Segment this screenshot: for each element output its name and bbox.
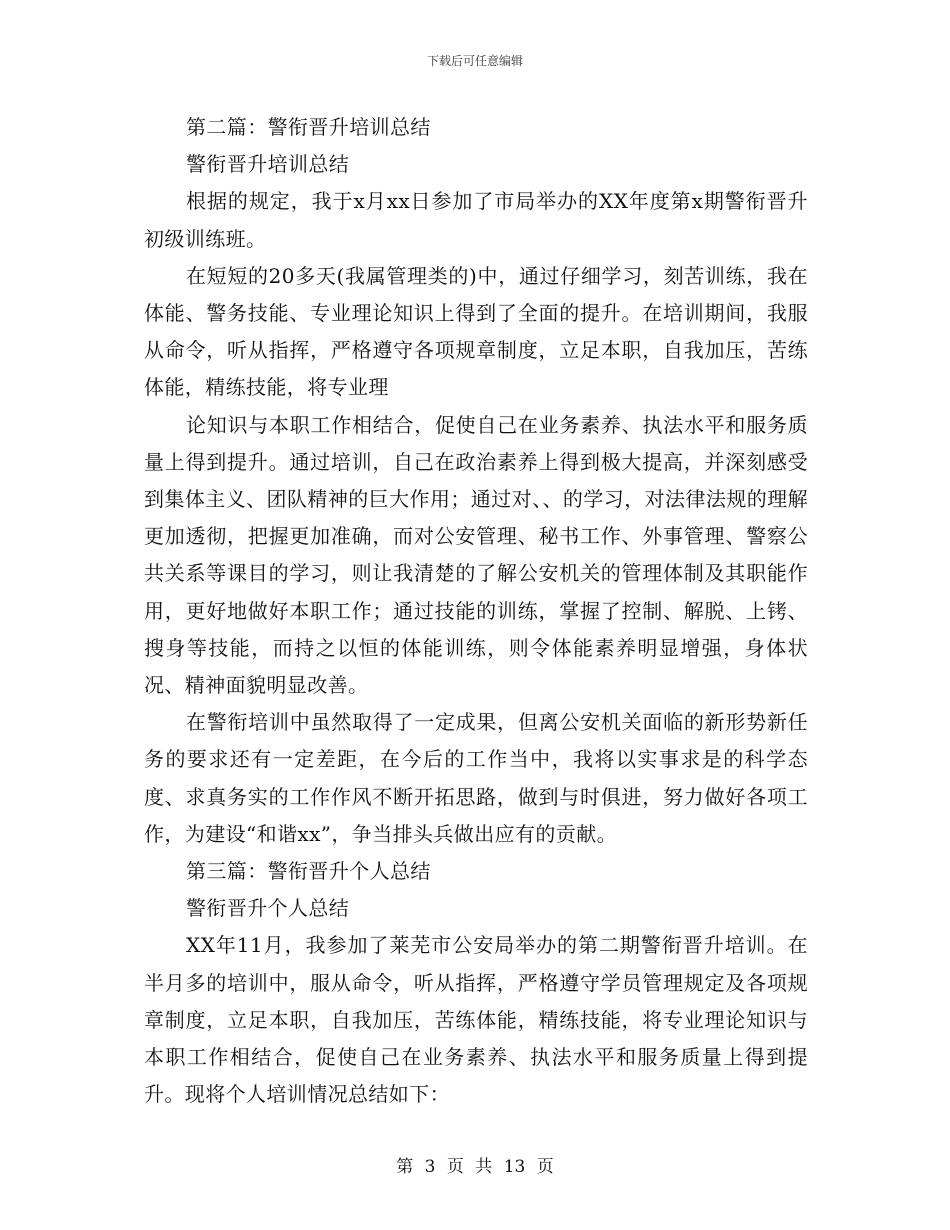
- document-body: [144, 109, 808, 1113]
- page-number-footer: 第 3 页 共 13 页: [396, 1157, 554, 1177]
- page-header-note: 下载后可任意编辑: [426, 54, 523, 68]
- section-heading-3: 第三篇：警衔晋升个人总结: [186, 859, 431, 884]
- section-heading-2: 第二篇：警衔晋升培训总结: [186, 115, 431, 139]
- paragraph: 根据的规定，我于x月xx日参加了市局举办的XX年度第x期警衔晋升初级训练班。: [144, 189, 808, 251]
- paragraph: 论知识与本职工作相结合，促使自己在业务素养、执法水平和服务质量上得到提升。通过培训，自己在政治素养上得到极大提高，并深刻感受到集体主义、团队精神的巨大作用；通过对、、的学习，对法律法规的理解更加透彻，把握更加准确，而对公安管理、秘书工作、外事管理、警察公共关系等课目的学习，则让我清楚的了解公安机关的管理体制及其职能作用，更好地做好本职工作；通过技能的训练，掌握了控制、解脱、上铐、搜身等技能，而持之以恒的体能训练，则令体能素养明显增强，身体状况、精神面貌明显改善。: [144, 412, 808, 698]
- paragraph: 在短短的20多天(我属管理类的)中，通过仔细学习，刻苦训练，我在体能、警务技能、专业理论知识上得到了全面的提升。在培训期间，我服从命令，听从指挥，严格遵守各项规章制度，立足本职，自我加压，苦练体能，精练技能，将专业理: [144, 263, 808, 400]
- paragraph: 在警衔培训中虽然取得了一定成果，但离公安机关面临的新形势新任务的要求还有一定差距，在今后的工作当中，我将以实事求是的科学态度、求真务实的工作作风不断开拓思路，做到与时俱进，努力做好各项工作，为建设“和谐xx”，争当排头兵做出应有的贡献。: [144, 710, 808, 846]
- paragraph: XX年11月，我参加了莱芜市公安局举办的第二期警衔晋升培训。在半月多的培训中，服从命令，听从指挥，严格遵守学员管理规定及各项规章制度，立足本职，自我加压，苦练体能，精练技能，将专业理论知识与本职工作相结合，促使自己在业务素养、执法水平和服务质量上得到提升。现将个人培训情况总结如下：: [144, 933, 808, 1107]
- section-title-3: 警衔晋升个人总结: [186, 896, 350, 921]
- section-title-2: 警衔晋升培训总结: [186, 152, 350, 177]
